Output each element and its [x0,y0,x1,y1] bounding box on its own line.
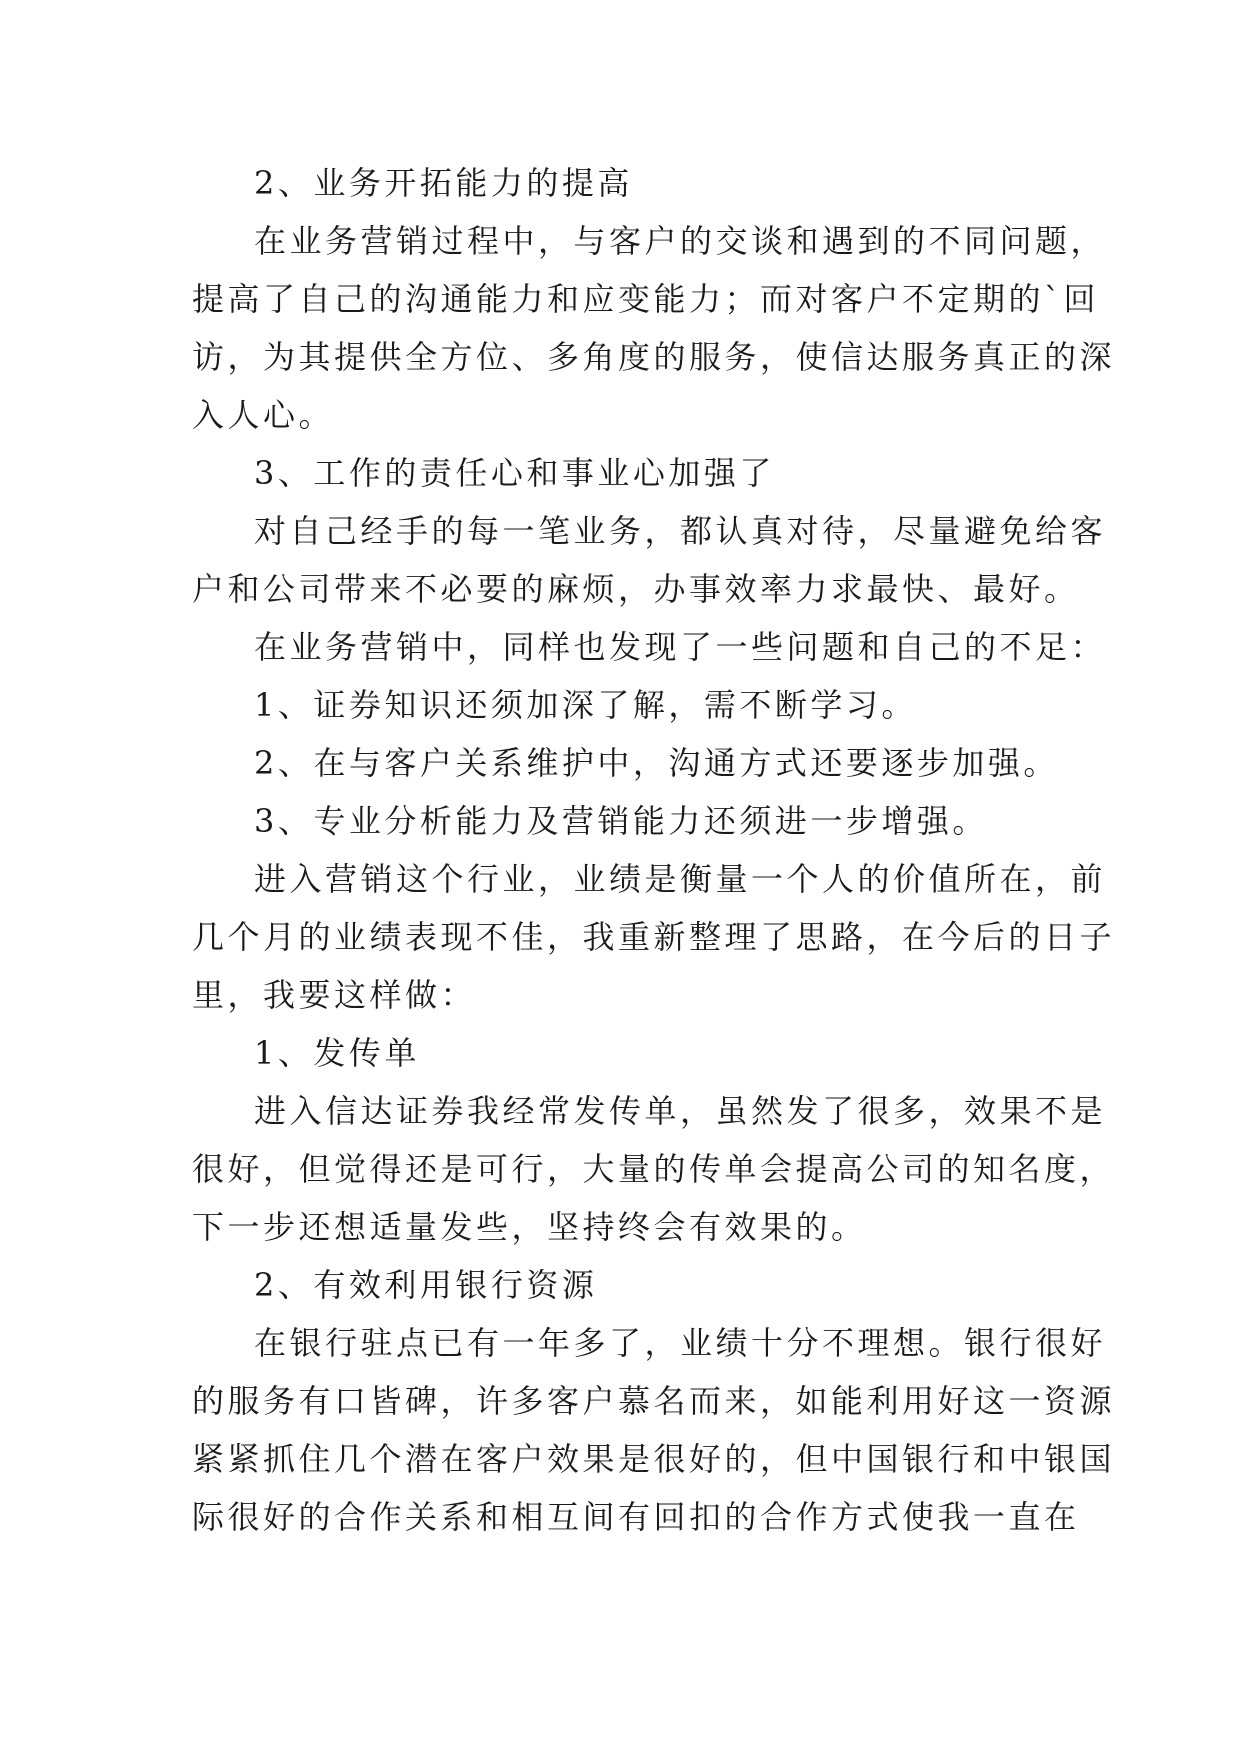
list-item: 2、在与客户关系维护中，沟通方式还要逐步加强。 [254,744,1059,782]
paragraph-line: 对自己经手的每一笔业务，都认真对待，尽量避免给客 [254,512,1107,550]
paragraph-line: 几个月的业绩表现不佳，我重新整理了思路，在今后的日子 [192,918,1116,956]
paragraph-line: 访，为其提供全方位、多角度的服务，使信达服务真正的深 [192,338,1116,376]
list-item: 3、专业分析能力及营销能力还须进一步增强。 [254,802,988,840]
paragraph-line: 际很好的合作关系和相互间有回扣的合作方式使我一直在 [192,1498,1080,1536]
paragraph-line: 里，我要这样做： [192,976,477,1014]
paragraph-line: 在业务营销过程中，与客户的交谈和遇到的不同问题， [254,222,1107,260]
paragraph-line: 进入营销这个行业，业绩是衡量一个人的价值所在，前 [254,860,1107,898]
paragraph-line: 户和公司带来不必要的麻烦，办事效率力求最快、最好。 [192,570,1080,608]
heading-business-expansion: 2、业务开拓能力的提高 [254,164,633,202]
paragraph-line: 下一步还想适量发些，坚持终会有效果的。 [192,1208,867,1246]
paragraph-line: 在银行驻点已有一年多了，业绩十分不理想。银行很好 [254,1324,1107,1362]
paragraph-line: 的服务有口皆碑，许多客户慕名而来，如能利用好这一资源 [192,1382,1116,1420]
paragraph-line: 进入信达证券我经常发传单，虽然发了很多，效果不是 [254,1092,1107,1130]
heading-responsibility: 3、工作的责任心和事业心加强了 [254,454,775,492]
heading-flyers: 1、发传单 [254,1034,420,1072]
paragraph-line: 在业务营销中，同样也发现了一些问题和自己的不足： [254,628,1107,666]
paragraph-line: 很好，但觉得还是可行，大量的传单会提高公司的知名度， [192,1150,1116,1188]
paragraph-line: 提高了自己的沟通能力和应变能力；而对客户不定期的`回 [192,280,1100,318]
list-item: 1、证券知识还须加深了解，需不断学习。 [254,686,917,724]
paragraph-line: 紧紧抓住几个潜在客户效果是很好的，但中国银行和中银国 [192,1440,1116,1478]
heading-bank-resources: 2、有效利用银行资源 [254,1266,598,1304]
paragraph-line: 入人心。 [192,396,335,434]
